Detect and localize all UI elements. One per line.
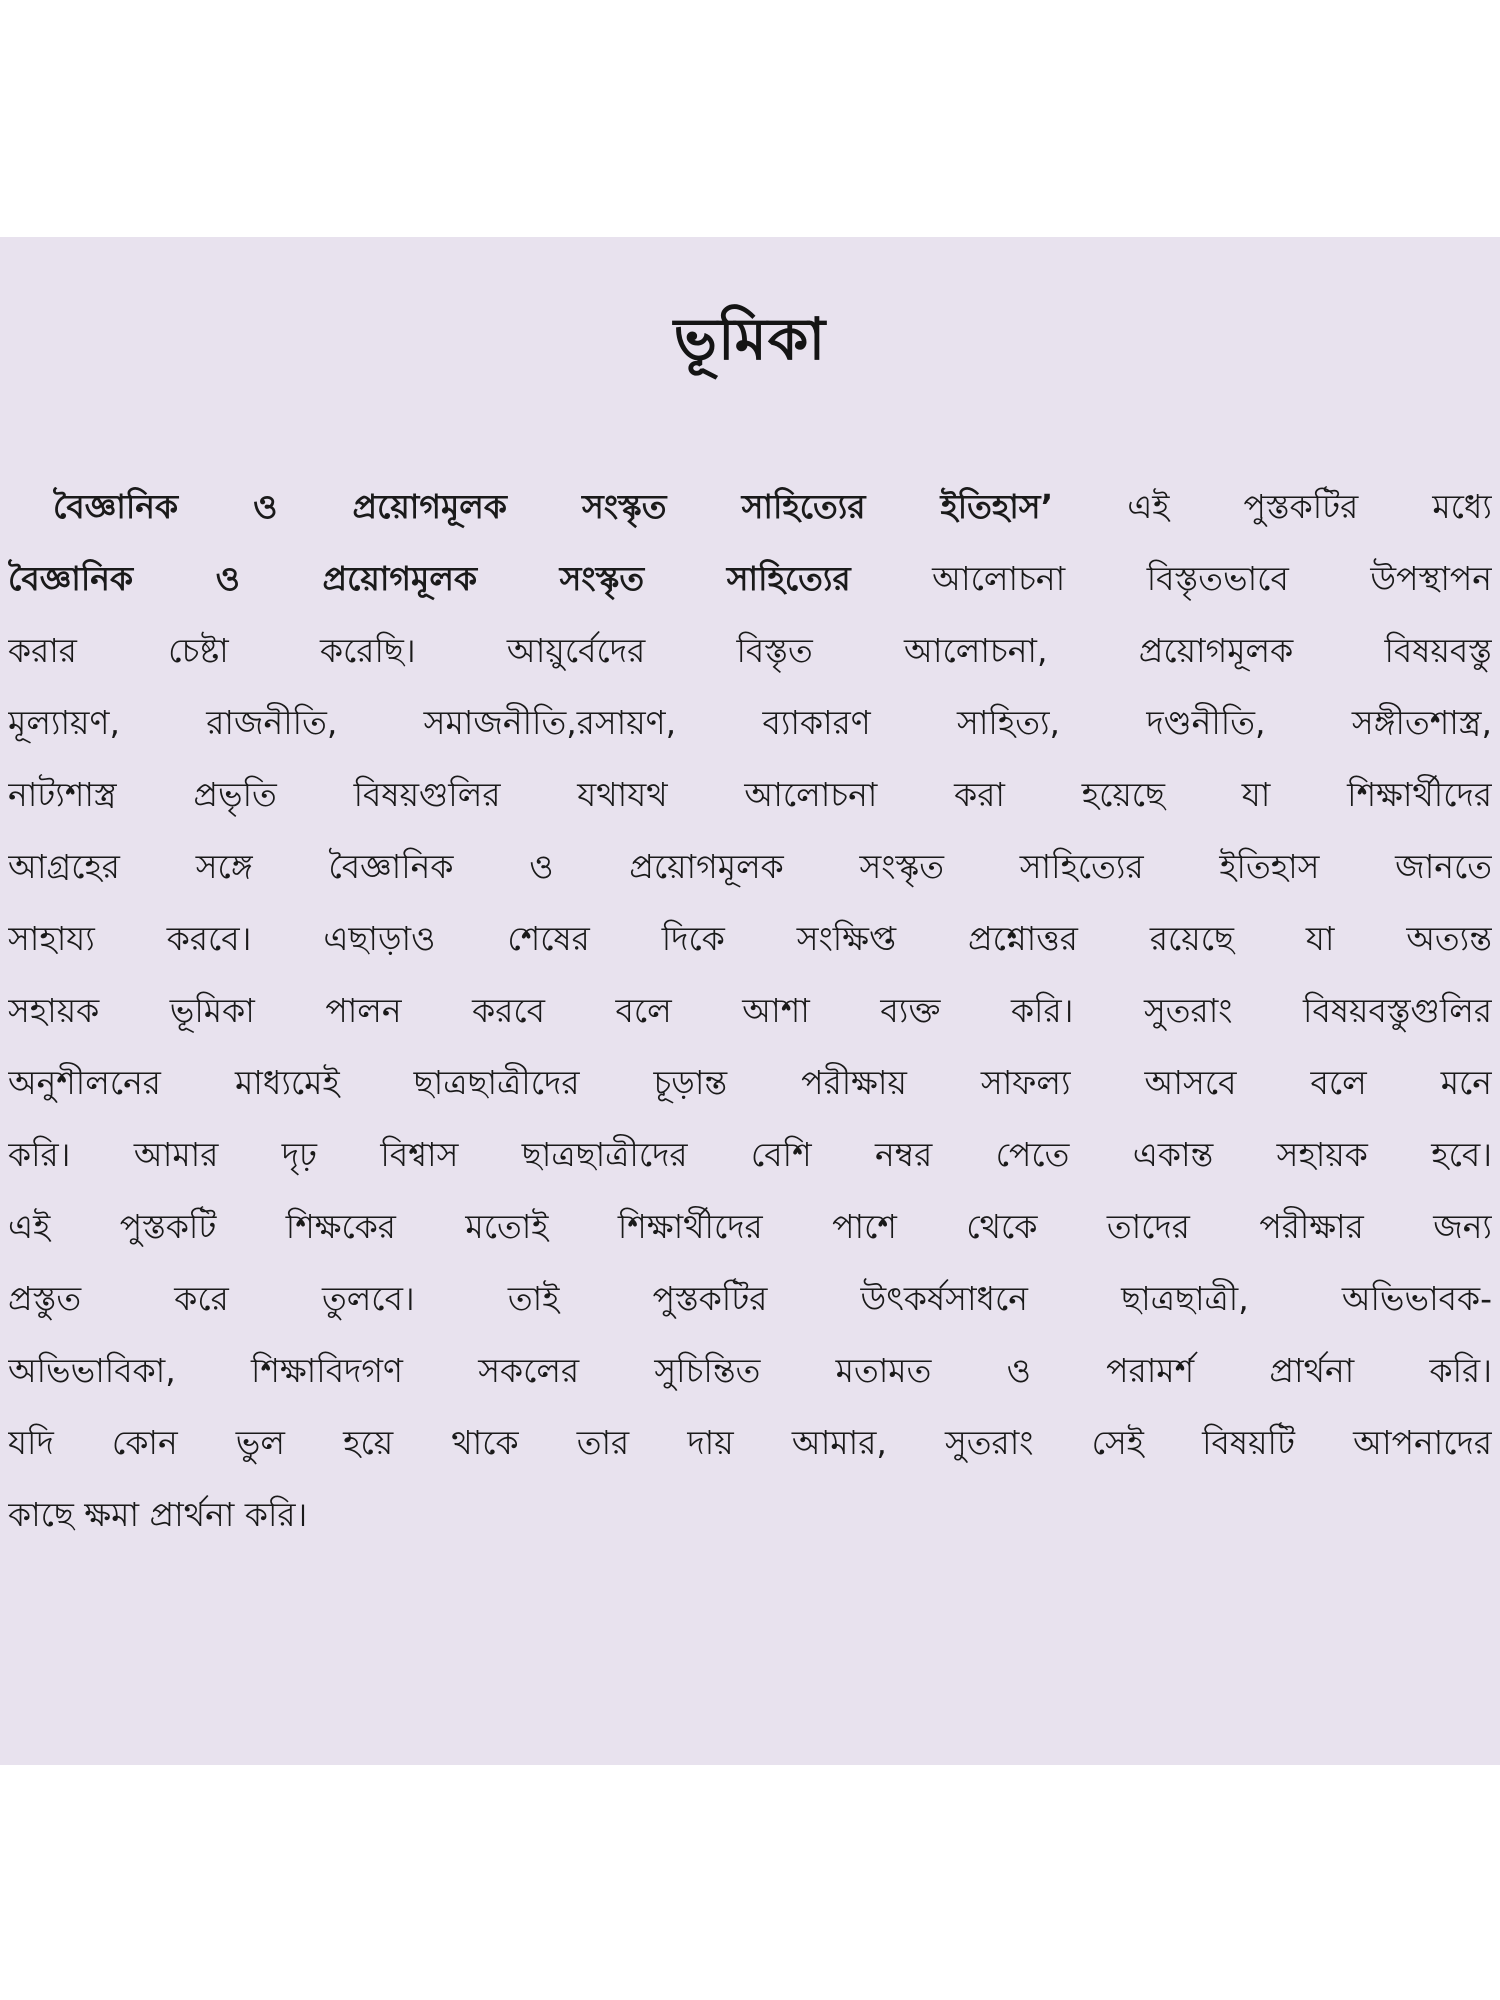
line-text: আগ্রহের সঙ্গে বৈজ্ঞানিক ও প্রয়োগমূলক সংস্কৃত সাহিত্যের ইতিহাস জানতে xyxy=(8,847,1492,886)
text-line xyxy=(8,903,1492,975)
line-text: অভিভাবিকা, শিক্ষাবিদগণ সকলের সুচিন্তিত মতামত ও পরামর্শ প্রার্থনা করি। xyxy=(8,1351,1492,1390)
bold-phrase: বৈজ্ঞানিক ও প্রয়োগমূলক সংস্কৃত সাহিত্যের xyxy=(8,559,851,598)
text-line xyxy=(8,1407,1492,1479)
line-text: মূল্যায়ণ, রাজনীতি, সমাজনীতি,রসায়ণ, ব্যাকারণ সাহিত্য, দণ্ডনীতি, সঙ্গীতশাস্ত্র, xyxy=(8,703,1492,742)
text-line xyxy=(8,1191,1492,1263)
text-line xyxy=(8,831,1492,903)
line-text: যদি কোন ভুল হয়ে থাকে তার দায় আমার, সুতরাং সেই বিষয়টি আপনাদের xyxy=(8,1423,1492,1462)
text-line xyxy=(8,615,1492,687)
text-line xyxy=(8,471,1492,543)
text-line xyxy=(8,1119,1492,1191)
line-text: করার চেষ্টা করেছি। আয়ুর্বেদের বিস্তৃত আলোচনা, প্রয়োগমূলক বিষয়বস্তু xyxy=(8,631,1492,670)
text-line xyxy=(8,1479,1492,1551)
line-text: নাট্যশাস্ত্র প্রভৃতি বিষয়গুলির যথাযথ আলোচনা করা হয়েছে যা শিক্ষার্থীদের xyxy=(8,775,1492,814)
text-line xyxy=(8,687,1492,759)
line-text: এই পুস্তকটির মধ্যে xyxy=(1053,487,1492,526)
line-text: কাছে ক্ষমা প্রার্থনা করি। xyxy=(8,1495,308,1534)
text-line xyxy=(8,543,1492,615)
line-text: অনুশীলনের মাধ্যমেই ছাত্রছাত্রীদের চূড়ান্ত পরীক্ষায় সাফল্য আসবে বলে মনে xyxy=(8,1063,1492,1102)
bold-phrase: বৈজ্ঞানিক ও প্রয়োগমূলক সংস্কৃত সাহিত্যের ইতিহাস’ xyxy=(53,487,1054,526)
text-line xyxy=(8,1047,1492,1119)
line-text: প্রস্তুত করে তুলবে। তাই পুস্তকটির উৎকর্ষসাধনে ছাত্রছাত্রী, অভিভাবক- xyxy=(8,1279,1492,1318)
line-text: আলোচনা বিস্তৃতভাবে উপস্থাপন xyxy=(850,559,1492,598)
page-title: ভূমিকা xyxy=(673,305,827,373)
text-line xyxy=(8,975,1492,1047)
text-line xyxy=(8,1263,1492,1335)
line-text: সাহায্য করবে। এছাড়াও শেষের দিকে সংক্ষিপ্ত প্রশ্নোত্তর রয়েছে যা অত্যন্ত xyxy=(8,919,1492,958)
preface-body xyxy=(8,471,1492,1551)
line-text: সহায়ক ভূমিকা পালন করবে বলে আশা ব্যক্ত করি। সুতরাং বিষয়বস্তুগুলির xyxy=(8,991,1492,1030)
line-text: এই পুস্তকটি শিক্ষকের মতোই শিক্ষার্থীদের পাশে থেকে তাদের পরীক্ষার জন্য xyxy=(8,1207,1492,1246)
line-text: করি। আমার দৃঢ় বিশ্বাস ছাত্রছাত্রীদের বেশি নম্বর পেতে একান্ত সহায়ক হবে। xyxy=(8,1135,1492,1174)
text-line xyxy=(8,759,1492,831)
scanned-page xyxy=(0,237,1500,1765)
text-line xyxy=(8,1335,1492,1407)
